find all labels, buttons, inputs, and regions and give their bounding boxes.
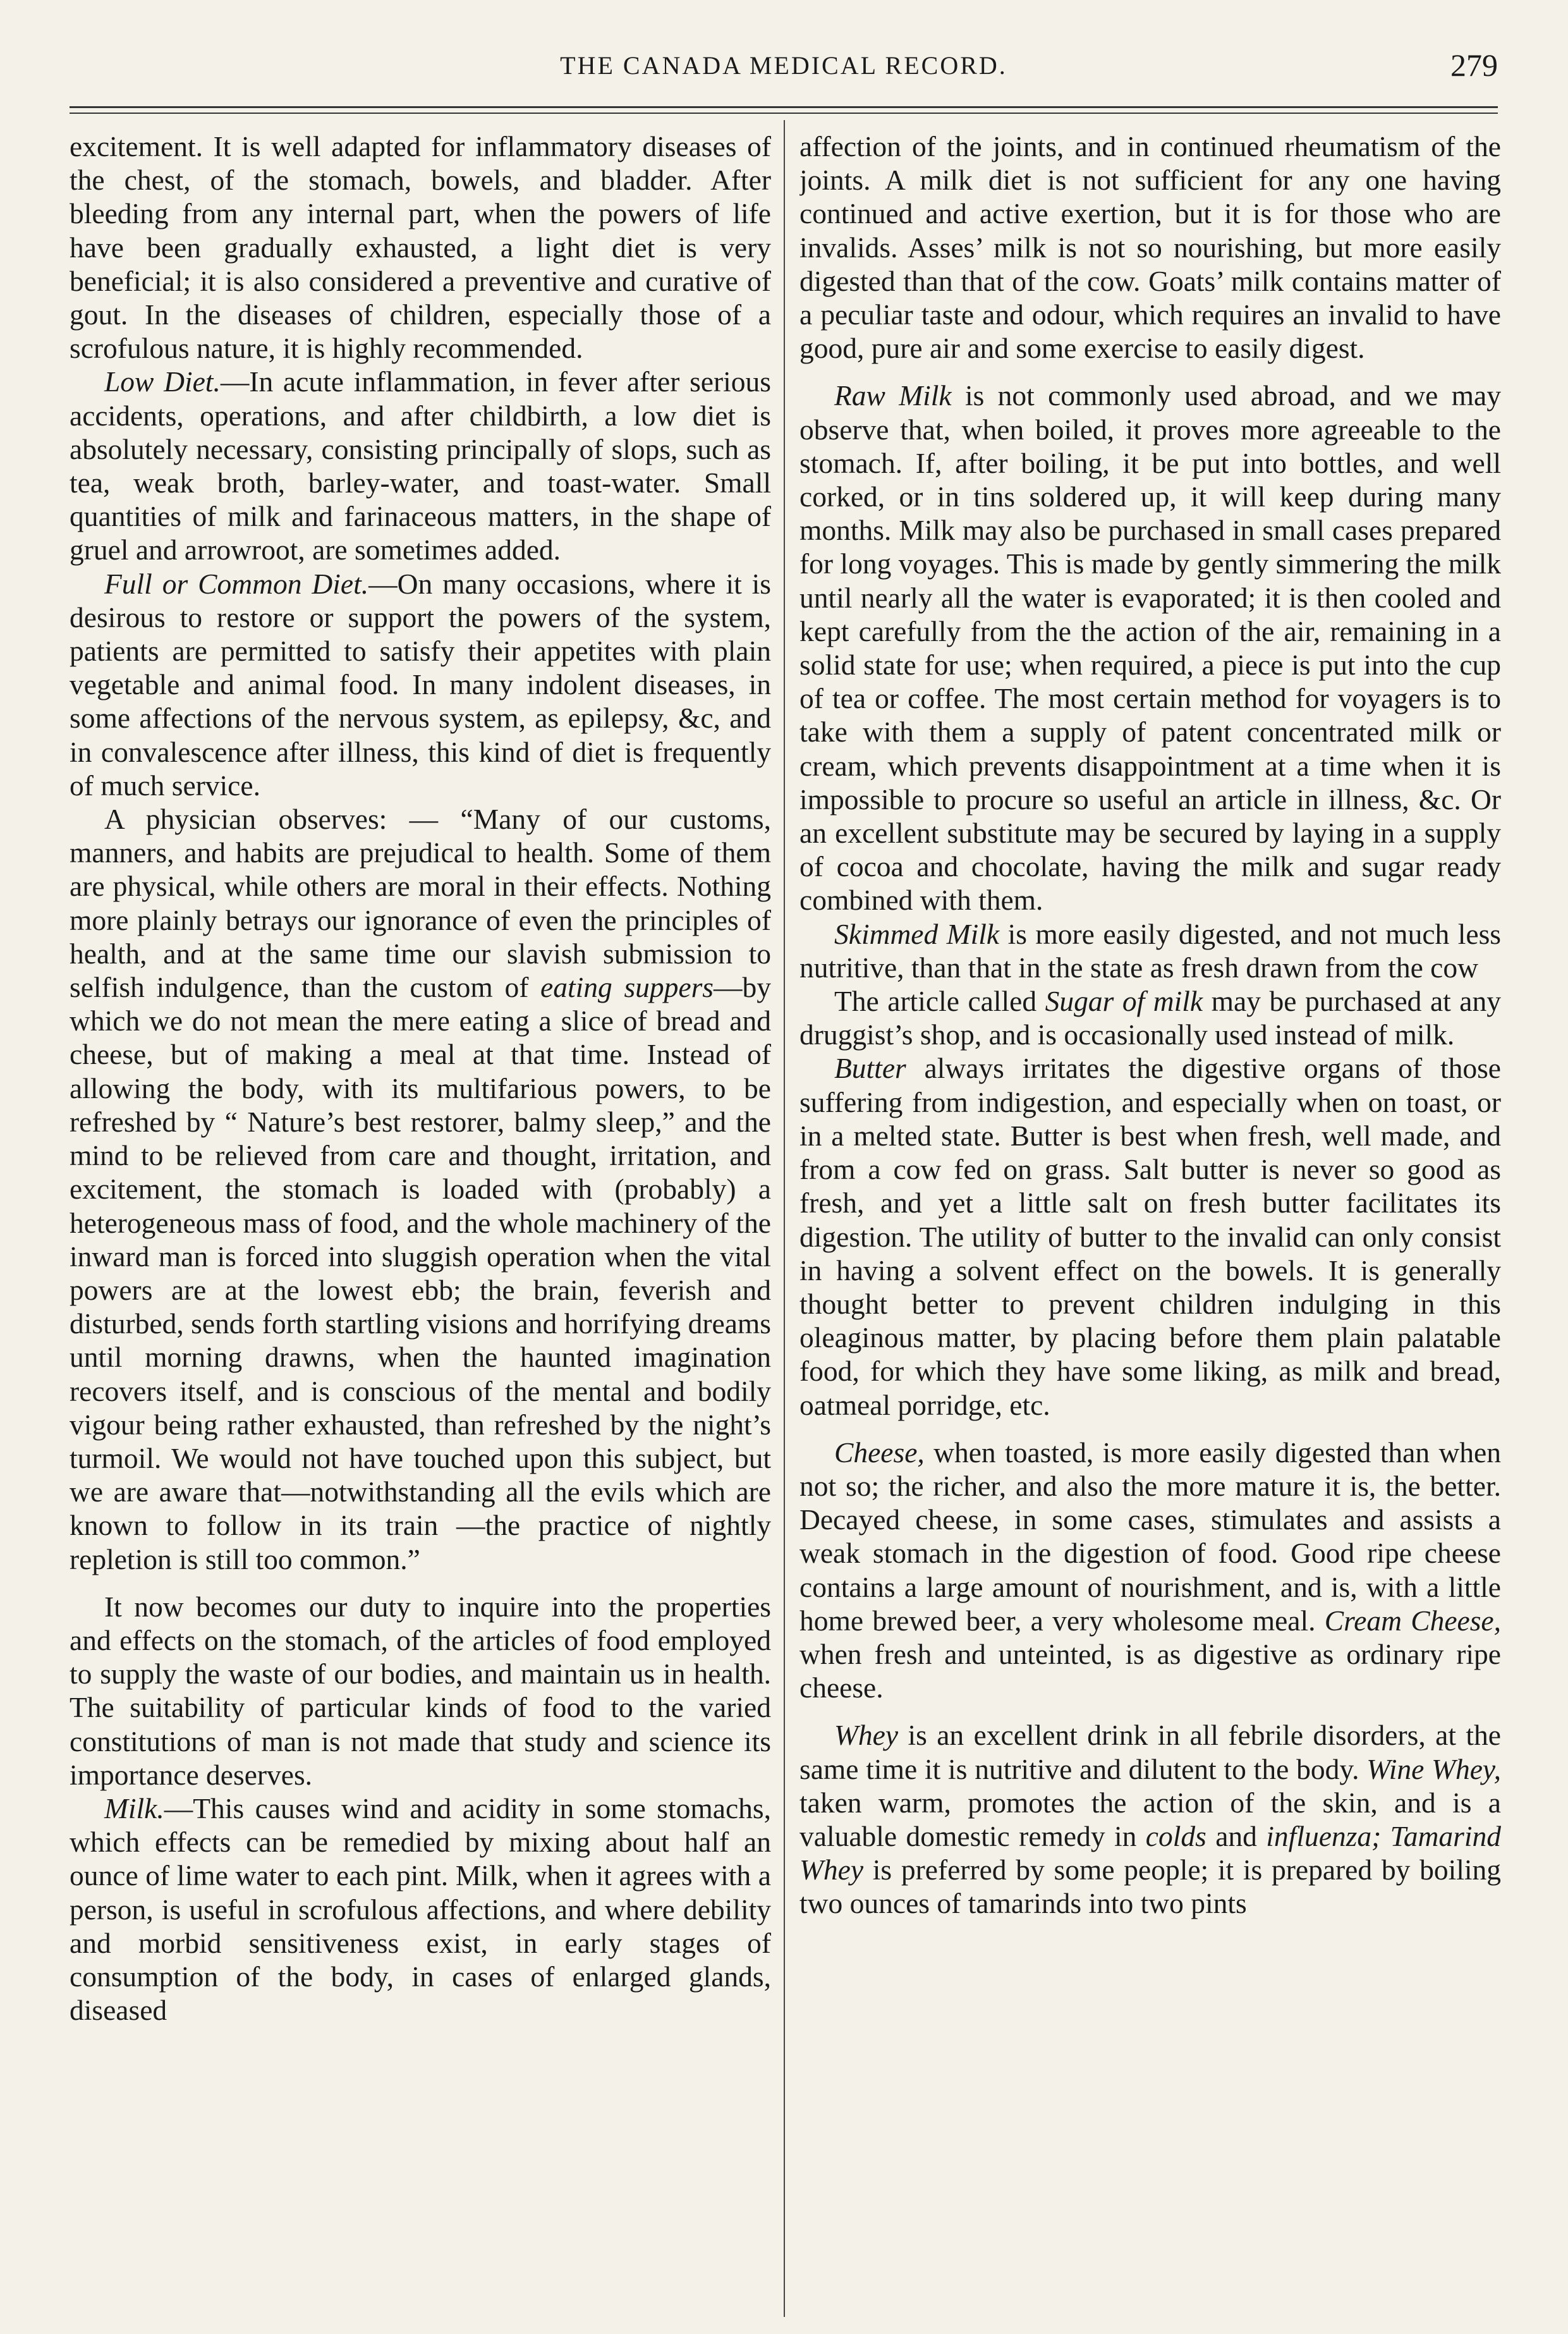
section-heading: Cheese, [834, 1436, 925, 1469]
paragraph-full-diet: Full or Common Diet.—On many occasions, where it is desirous to restore or support the powers of the system, patients are permitted to satisfy their appetites with plain vegetable and animal food. In many indolent diseases, in some affections of the nervous system, as epilepsy, &c, and in convalescence after illness, this kind of diet is frequently of much service. [70, 567, 771, 802]
section-heading: Whey [834, 1719, 899, 1752]
emphasis: Wine Whey, [1366, 1752, 1501, 1785]
section-heading: Butter [834, 1052, 906, 1085]
paragraph-milk: Milk.—This causes wind and acidity in some stomachs, which effects can be remedied by mixing about half an ounce of lime water to each pint. Milk, when it agrees with a person, is useful in scrofulous affections, and where debility and morbid sensitiveness exist, in early stages of consumption of the body, in cases of enlarged glands, diseased [70, 1792, 771, 2027]
page-header [70, 44, 1498, 101]
right-column [799, 130, 1501, 2317]
section-heading: Skimmed Milk [834, 917, 1000, 950]
paragraph-quotation: A physician observes: — “Many of our customs, manners, and habits are prejudical to health. Some of them are physical, while others are moral in their effects. Nothing more plainly betrays our ignorance of even the principles of health, and at the same time our slavish submission to selfish indulgence, than the custom of eating suppers—by which we do not mean the mere eating a slice of bread and cheese, but of making a meal at that time. Instead of allowing the body, with its multifarious powers, to be refreshed by “ Nature’s best restorer, balmy sleep,” and the mind to be relieved from care and thought, irritation, and excitement, the stomach is loaded with (probably) a heterogeneous mass of food, and the whole machinery of the inward man is forced into sluggish operation when the vital powers are at the lowest ebb; the brain, feverish and disturbed, sends forth startling visions and horrifying dreams until morning drawns, when the haunted imagination recovers itself, and is conscious of the mental and bodily vigour being rather exhausted, than refreshed by the night’s turmoil. We would not have touched upon this subject, but we are aware that—notwithstanding all the evils which are known to follow in its train —the practice of nightly repletion is still too common.” [70, 803, 771, 1575]
emphasis: colds [1145, 1819, 1206, 1852]
emphasis: Sugar of milk [1045, 985, 1203, 1018]
emphasis: eating suppers [540, 971, 714, 1004]
emphasis: Cream Cheese, [1324, 1604, 1501, 1637]
section-heading: Raw Milk [834, 379, 952, 412]
paragraph: excitement. It is well adapted for inflammatory diseases of the chest, of the stomach, bowels, and bladder. After bleeding from any internal part, when the powers of life have been gradually exhausted, a light diet is very beneficial; it is also considered a preventive and curative of gout. In the diseases of children, especially those of a scrofulous nature, it is highly recommended. [70, 130, 771, 365]
paragraph: affection of the joints, and in continued rheumatism of the joints. A milk diet is not sufficient for any one having continued and active exertion, but it is for those who are invalids. Asses’ milk is not so nourishing, but more easily digested than that of the cow. Goats’ milk contains matter of a peculiar taste and odour, which requires an invalid to have good, pure air and some exercise to easily digest. [799, 130, 1501, 365]
section-heading: Milk. [104, 1792, 164, 1824]
paragraph-skimmed-milk: Skimmed Milk is more easily digested, and not much less nutritive, than that in the state as fresh drawn from the cow [799, 917, 1501, 984]
emphasis: influenza; Tamarind Whey [799, 1819, 1501, 1886]
left-column [70, 130, 771, 2317]
header-rule-bottom [70, 113, 1498, 114]
paragraph-butter: Butter always irritates the digestive organs of those suffering from indigestion, and especially when on toast, or in a melted state. Butter is best when fresh, well made, and from a cow fed on grass. Salt butter is never so good as fresh, and yet a little salt on fresh butter facilitates its digestion. The utility of butter to the invalid can only consist in having a solvent effect on the bowels. It is generally thought better to prevent children indulging in this oleaginous matter, by placing before them plain palatable food, for which they have some liking, as milk and bread, oatmeal porridge, etc. [799, 1052, 1501, 1421]
paragraph-whey: Whey is an excellent drink in all febrile disorders, at the same time it is nutritive and dilutent to the body. Wine Whey, taken warm, promotes the action of the skin, and is a valuable domestic remedy in colds and influenza; Tamarind Whey is preferred by some people; it is prepared by boiling two ounces of tamarinds into two pints [799, 1719, 1501, 1920]
column-divider [784, 120, 785, 2317]
paragraph-sugar-of-milk: The article called Sugar of milk may be purchased at any druggist’s shop, and is occasionally used instead of milk. [799, 985, 1501, 1051]
paragraph: It now becomes our duty to inquire into the properties and effects on the stomach, of the articles of food employed to supply the waste of our bodies, and maintain us in health. The suitability of particular kinds of food to the varied constitutions of man is not made that study and science its importance deserves. [70, 1590, 771, 1791]
section-heading: Full or Common Diet. [104, 567, 369, 600]
page-number: 279 [1450, 47, 1498, 83]
header-rule-top [70, 106, 1498, 108]
running-title: THE CANADA MEDICAL RECORD. [560, 51, 1007, 80]
section-heading: Low Diet. [104, 365, 221, 398]
paragraph-low-diet: Low Diet.—In acute inflammation, in fever after serious accidents, operations, and after childbirth, a low diet is absolutely necessary, consisting principally of slops, such as tea, weak broth, barley-water, and toast-water. Small quantities of milk and farinaceous matters, in the shape of gruel and arrowroot, are sometimes added. [70, 365, 771, 566]
paragraph-raw-milk: Raw Milk is not commonly used abroad, and we may observe that, when boiled, it proves more agreeable to the stomach. If, after boiling, it be put into bottles, and well corked, or in tins soldered up, it will keep during many months. Milk may also be purchased in small cases prepared for long voyages. This is made by gently simmering the milk until nearly all the water is evaporated; it is then cooled and kept carefully from the the action of the air, remaining in a solid state for use; when required, a piece is put into the cup of tea or coffee. The most certain method for voyagers is to take with them a supply of patent concentrated milk or cream, which prevents disappointment at a time when it is impossible to procure so useful an article in illness, &c. Or an excellent substitute may be secured by laying in a supply of cocoa and chocolate, having the milk and sugar ready combined with them. [799, 379, 1501, 917]
paragraph-cheese: Cheese, when toasted, is more easily digested than when not so; the richer, and also the more mature it is, the better. Decayed cheese, in some cases, stimulates and assists a weak stomach in the digestion of food. Good ripe cheese contains a large amount of nourishment, and is, with a little home brewed beer, a very wholesome meal. Cream Cheese, when fresh and unteinted, is as digestive as ordinary ripe cheese. [799, 1436, 1501, 1704]
